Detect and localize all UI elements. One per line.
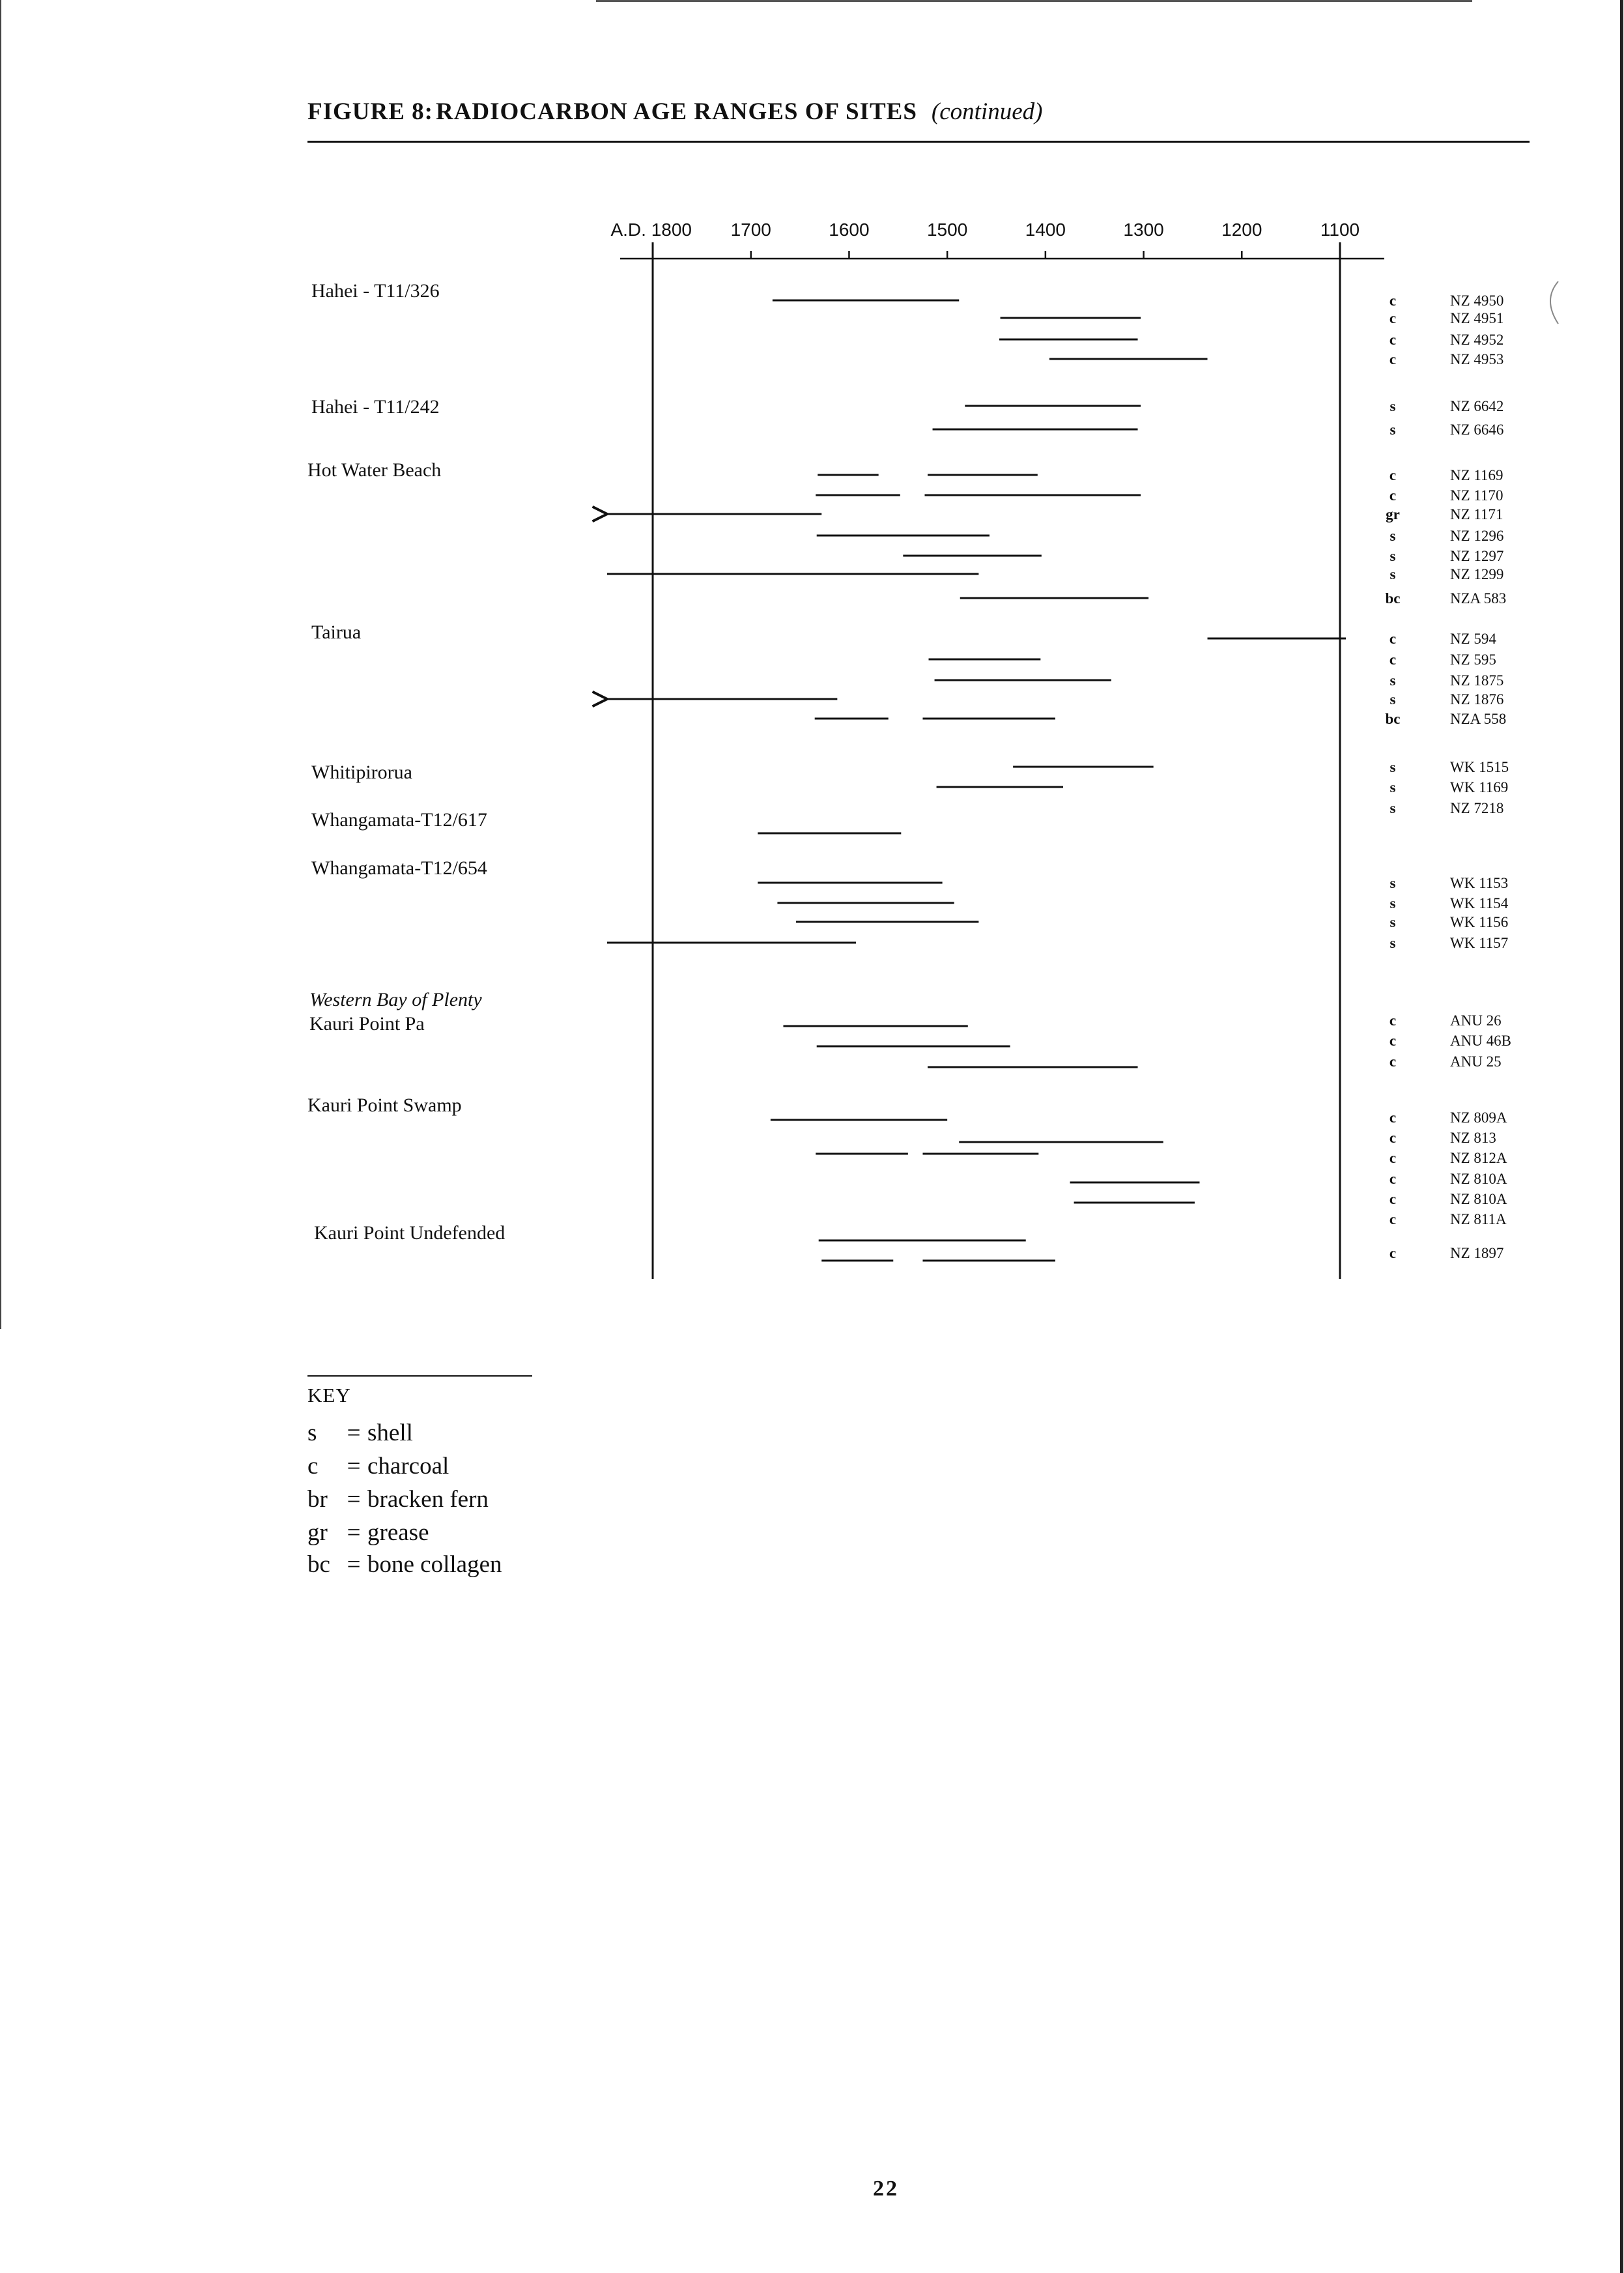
sample-material: s [1389,672,1396,689]
sample-id: NZ 595 [1450,651,1496,668]
site-label: Tairua [311,622,362,643]
sample-material: c [1389,1171,1397,1187]
sample-material: s [1389,691,1396,708]
key-abbreviation: br [307,1486,328,1513]
sample-id: NZ 1171 [1450,506,1503,522]
figure-continued: (continued) [931,98,1043,125]
key-meaning: shell [367,1420,413,1446]
figure-title: RADIOCARBON AGE RANGES OF SITES [435,98,917,125]
sample-id: NZ 4950 [1450,293,1504,309]
key-equals: = [347,1453,361,1480]
sample-material: c [1389,487,1397,504]
key-abbreviation: s [307,1420,317,1446]
scan-mark [1550,281,1558,324]
key-meaning: bracken fern [367,1486,489,1513]
x-tick-label: 1100 [1320,220,1360,240]
site-label: Whitipirorua [311,762,412,783]
sample-material: c [1389,1033,1397,1049]
key-meaning: grease [367,1519,429,1546]
sample-material: s [1389,422,1396,438]
key-equals: = [347,1420,361,1446]
key-title: KEY [307,1384,351,1407]
sample-material: c [1389,351,1397,367]
site-label: Hahei - T11/326 [311,280,440,302]
sample-id: ANU 25 [1450,1053,1502,1070]
sample-material: c [1389,1130,1397,1146]
sample-material: s [1389,800,1396,816]
sample-id: WK 1515 [1450,759,1509,775]
key-meaning: charcoal [367,1453,449,1480]
sample-id: NZ 1297 [1450,548,1504,564]
sample-material: c [1389,1053,1397,1070]
sample-material: c [1389,332,1397,348]
sample-id: WK 1157 [1450,935,1509,951]
key-item [307,1419,413,1447]
sample-material: s [1389,779,1396,795]
sample-id: ANU 46B [1450,1033,1511,1049]
sample-material: s [1389,875,1396,891]
sample-material: s [1389,759,1396,775]
site-label: Kauri Point Undefended [314,1222,506,1244]
sample-material: c [1389,1211,1397,1227]
sample-id: NZ 1897 [1450,1245,1504,1261]
sample-material: s [1389,528,1396,544]
sample-id: ANU 26 [1450,1012,1502,1029]
region-label: Western Bay of Plenty [309,989,482,1010]
site-label: Hot Water Beach [307,459,442,481]
sample-material: c [1389,631,1397,647]
sample-material: c [1389,1150,1397,1166]
page-number: 22 [873,2177,899,2201]
sample-id: NZ 4952 [1450,332,1504,348]
key-abbreviation: bc [307,1551,330,1578]
x-tick-label: A.D. 1800 [610,220,692,240]
sample-id: NZ 1169 [1450,467,1503,483]
sample-id: WK 1169 [1450,779,1509,795]
sample-material: c [1389,1191,1397,1207]
sample-id: NZ 594 [1450,631,1496,647]
sample-material: c [1389,651,1397,668]
sample-id: NZ 4951 [1450,310,1504,326]
sample-material: s [1389,548,1396,564]
sample-id: NZ 809A [1450,1109,1507,1126]
x-tick-label: 1200 [1221,220,1262,240]
x-tick-label: 1700 [730,220,771,240]
site-label: Kauri Point Pa [309,1013,425,1035]
key-divider [307,1375,532,1377]
sample-material: c [1389,293,1397,309]
sample-id: NZ 1875 [1450,672,1504,689]
sample-id: NZ 7218 [1450,800,1504,816]
sample-material: bc [1385,711,1401,727]
key-item [307,1452,449,1480]
x-tick-label: 1300 [1123,220,1164,240]
x-tick-label: 1500 [926,220,968,240]
key-equals: = [347,1519,361,1546]
sample-material: s [1389,935,1396,951]
sample-material: c [1389,1012,1397,1029]
sample-id: NZ 1296 [1450,528,1504,544]
sample-material: c [1389,1245,1397,1261]
key-meaning: bone collagen [367,1551,502,1578]
site-label: Hahei - T11/242 [311,396,440,418]
sample-id: NZ 813 [1450,1130,1496,1146]
sample-material: gr [1386,506,1400,522]
site-label: Whangamata-T12/654 [311,857,487,879]
sample-material: c [1389,467,1397,483]
key-item [307,1551,502,1579]
sample-id: NZ 4953 [1450,351,1504,367]
sample-material: c [1389,1109,1397,1126]
sample-id: WK 1154 [1450,895,1509,911]
sample-material: s [1389,914,1396,930]
key-equals: = [347,1486,361,1513]
key-abbreviation: gr [307,1519,328,1546]
sample-id: NZ 1170 [1450,487,1503,504]
sample-id: NZ 6642 [1450,398,1504,414]
sample-material: s [1389,398,1396,414]
sample-id: NZ 810A [1450,1191,1507,1207]
figure-number: FIGURE 8: [307,98,433,125]
site-label: Kauri Point Swamp [307,1094,462,1116]
key-equals: = [347,1551,361,1578]
sample-material: s [1389,566,1396,582]
sample-id: NZA 583 [1450,590,1507,607]
site-label: Whangamata-T12/617 [311,809,487,831]
sample-id: WK 1156 [1450,914,1509,930]
x-tick-label: 1600 [829,220,870,240]
x-tick-label: 1400 [1025,220,1066,240]
sample-id: NZ 1876 [1450,691,1504,708]
sample-material: s [1389,895,1396,911]
sample-id: NZ 811A [1450,1211,1507,1227]
sample-id: NZA 558 [1450,711,1507,727]
key-item [307,1485,489,1513]
sample-material: c [1389,310,1397,326]
sample-id: WK 1153 [1450,875,1509,891]
sample-id: NZ 810A [1450,1171,1507,1187]
key-abbreviation: c [307,1453,319,1480]
sample-material: bc [1385,590,1401,607]
sample-id: NZ 812A [1450,1150,1507,1166]
key-item [307,1519,429,1547]
sample-id: NZ 6646 [1450,422,1504,438]
sample-id: NZ 1299 [1450,566,1504,582]
